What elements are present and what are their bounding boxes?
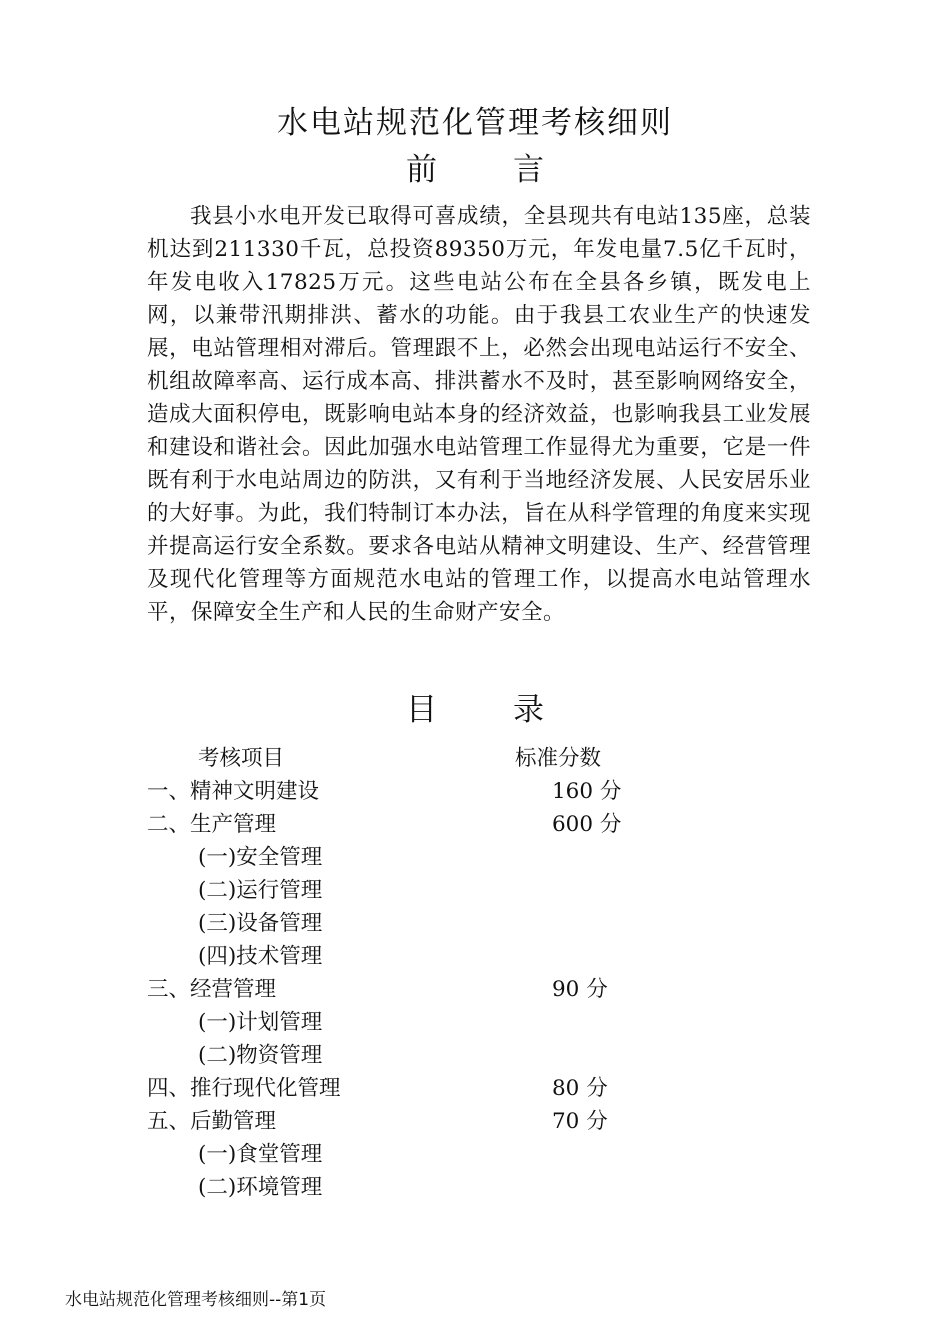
toc-row-label: 四、推行现代化管理 — [147, 1076, 341, 1101]
toc-row — [147, 907, 807, 940]
toc-row-label: 二、生产管理 — [147, 812, 277, 837]
preface-heading-char: 前 — [406, 152, 437, 188]
toc-heading-char: 录 — [513, 692, 544, 728]
preface-paragraph: 我县小水电开发已取得可喜成绩，全县现共有电站135座，总装机达到211330千瓦，总投资89350万元，年发电量7.5亿千瓦时，年发电收入17825万元。这些电站公布在全县各乡镇，既发电上网，以兼带汛期排洪、蓄水的功能。由于我县工农业生产的快速发展，电站管理相对滞后。管理跟不上，必然会出现电站运行不安全、机组故障率高、运行成本高、排洪蓄水不及时，甚至影响网络安全，造成大面积停电，既影响电站本身的经济效益，也影响我县工业发展和建设和谐社会。因此加强水电站管理工作显得尤为重要，它是一件既有利于水电站周边的防洪，又有利于当地经济发展、人民安居乐业的大好事。为此，我们特制订本办法，旨在从科学管理的角度来实现并提高运行安全系数。要求各电站从精神文明建设、生产、经营管理及现代化管理等方面规范水电站的管理工作，以提高水电站管理水平，保障安全生产和人民的生命财产安全。 — [147, 204, 811, 625]
toc-column-headers — [147, 742, 807, 775]
toc-row-score: 160 分 — [552, 779, 622, 804]
toc-row-label: (三)设备管理 — [198, 911, 323, 936]
toc-row — [147, 1171, 807, 1204]
toc-row-label: (二)物资管理 — [198, 1043, 323, 1068]
document-title: 水电站规范化管理考核细则 — [277, 105, 673, 141]
toc-row — [147, 1105, 807, 1138]
preface-heading — [0, 150, 950, 190]
page-footer: 水电站规范化管理考核细则--第1页 — [65, 1290, 327, 1310]
toc-row-score: 80 分 — [552, 1076, 608, 1101]
preface-heading-char: 言 — [513, 152, 544, 188]
toc-row — [147, 973, 807, 1006]
toc-row-label: (一)食堂管理 — [198, 1142, 323, 1167]
toc-row-label: (二)环境管理 — [198, 1175, 323, 1200]
toc-row-score: 600 分 — [552, 812, 622, 837]
toc-heading — [0, 690, 950, 730]
toc-row — [147, 1072, 807, 1105]
toc-row — [147, 1039, 807, 1072]
toc-row — [147, 775, 807, 808]
toc-row-label: (一)安全管理 — [198, 845, 323, 870]
toc-row — [147, 874, 807, 907]
toc-row — [147, 940, 807, 973]
toc-column-score-header: 标准分数 — [515, 746, 602, 771]
toc-row-score: 70 分 — [552, 1109, 608, 1134]
toc-row-label: (一)计划管理 — [198, 1010, 323, 1035]
toc-row-label: 三、经营管理 — [147, 977, 277, 1002]
toc-column-item-header: 考核项目 — [198, 746, 285, 771]
toc-row-label: (二)运行管理 — [198, 878, 323, 903]
toc-heading-char: 目 — [406, 692, 437, 728]
toc-row-label: 五、后勤管理 — [147, 1109, 277, 1134]
toc-row — [147, 841, 807, 874]
toc-row — [147, 1006, 807, 1039]
toc-row — [147, 1138, 807, 1171]
toc-row-label: 一、精神文明建设 — [147, 779, 320, 804]
toc-row-score: 90 分 — [552, 977, 608, 1002]
toc-row-label: (四)技术管理 — [198, 944, 323, 969]
toc-row — [147, 808, 807, 841]
